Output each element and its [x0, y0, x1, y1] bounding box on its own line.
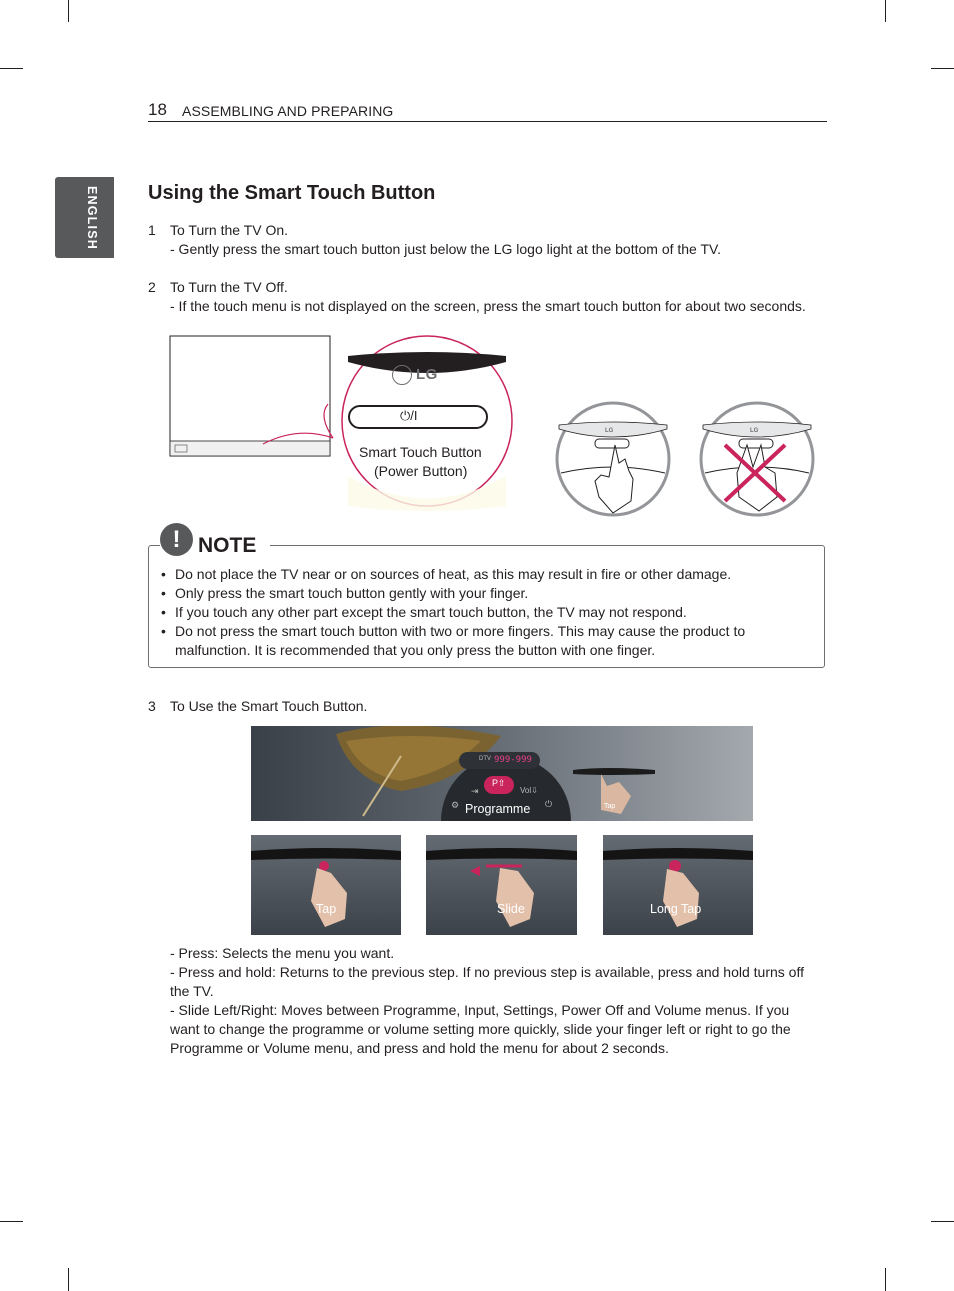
note-item-continued: malfunction. It is recommended that you only press the button with one finger. [175, 642, 656, 658]
two-finger-press-prohibited-illustration [697, 401, 817, 517]
page-title: Using the Smart Touch Button [148, 182, 436, 204]
programme-up-icon: P⇧ [492, 778, 506, 788]
channel-readout: 999-999 [494, 755, 532, 765]
power-off-icon: ⏻ [545, 799, 553, 809]
description-line: the TV. [170, 983, 214, 999]
step-detail: - If the touch menu is not displayed on the screen, press the smart touch button for about two seconds. [170, 298, 806, 314]
crop-mark [885, 1268, 886, 1291]
crop-mark [0, 1221, 23, 1222]
page-number: 18 [148, 100, 167, 119]
single-finger-press-illustration [553, 401, 673, 517]
gesture-panel-long-tap [603, 835, 753, 935]
gesture-panel-tap [251, 835, 401, 935]
slide-hand-icon [426, 835, 577, 935]
note-item: • Do not press the smart touch button with two or more fingers. This may cause the product to [160, 622, 745, 641]
crop-mark [931, 1221, 954, 1222]
long-tap-hand-icon [603, 835, 753, 935]
gesture-label: Slide [497, 902, 525, 916]
description-line: - Slide Left/Right: Moves between Programme, Input, Settings, Power Off and Volume menus. If you [170, 1002, 790, 1018]
note-list [160, 565, 745, 660]
callout-label: Smart Touch Button [359, 444, 482, 460]
note-item: • Do not place the TV near or on sources of heat, as this may result in fire or other damage. [160, 565, 745, 584]
lg-logo-small: LG [750, 428, 759, 434]
language-tab [55, 177, 114, 258]
menu-label: Programme [465, 802, 531, 816]
language-tab-label: ENGLISH [85, 186, 99, 250]
input-icon: ⇥ [471, 786, 479, 796]
crop-mark [885, 0, 886, 22]
settings-icon: ⚙ [451, 800, 460, 810]
lg-logo-small: LG [605, 428, 614, 434]
power-button-symbol: ⏻/I [400, 408, 418, 423]
section-title: ASSEMBLING AND PREPARING [182, 103, 394, 119]
crop-mark [0, 68, 23, 69]
gesture-label: Long Tap [650, 902, 702, 916]
tv-corner-illustration [168, 326, 518, 516]
step-heading: To Use the Smart Touch Button. [170, 698, 368, 714]
step-number: 2 [148, 279, 156, 295]
step-heading: To Turn the TV Off. [170, 279, 288, 295]
step-number: 3 [148, 698, 156, 714]
channel-prefix: DTV [479, 756, 491, 762]
warning-icon: ! [160, 523, 193, 556]
gesture-label: Tap [316, 902, 337, 916]
crop-mark [931, 68, 954, 69]
lg-logo: LG [416, 366, 438, 383]
step-heading: To Turn the TV On. [170, 222, 289, 238]
step-2 [148, 278, 828, 318]
crop-mark [68, 0, 69, 22]
step-1 [148, 221, 828, 261]
callout-label-sub: (Power Button) [374, 463, 468, 479]
note-item: • Only press the smart touch button gently with your finger. [160, 584, 745, 603]
step-number: 1 [148, 222, 156, 238]
description-line: - Press: Selects the menu you want. [170, 945, 395, 961]
tap-hand-icon [251, 835, 401, 935]
description-line: want to change the programme or volume setting more quickly, slide your finger left or right to go the [170, 1021, 791, 1037]
crop-mark [68, 1268, 69, 1291]
volume-icon: Vol⇩ [520, 786, 538, 795]
description-line: - Press and hold: Returns to the previous step. If no previous step is available, press and hold turns off [170, 964, 804, 980]
step-detail: - Gently press the smart touch button just below the LG logo light at the bottom of the TV. [170, 241, 721, 257]
tap-label-small: Tap [604, 803, 616, 810]
gesture-panel-slide [426, 835, 577, 935]
header-rule [148, 121, 827, 122]
step-3 [148, 697, 548, 717]
note-title: NOTE [198, 534, 257, 557]
touch-menu-screenshot [251, 726, 753, 821]
lg-logo-icon [392, 365, 412, 385]
description-line: Programme or Volume menu, and press and hold the menu for about 2 seconds. [170, 1040, 669, 1056]
note-item: • If you touch any other part except the smart touch button, the TV may not respond. [160, 603, 745, 622]
